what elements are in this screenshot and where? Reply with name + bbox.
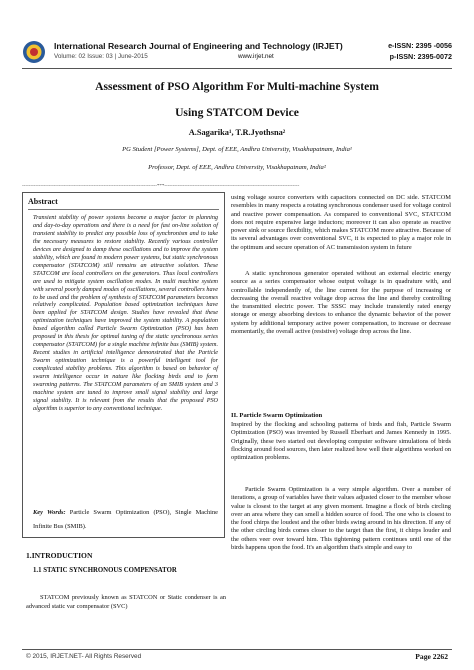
abstract-heading: Abstract (28, 197, 58, 206)
footer-copyright: © 2015, IRJET.NET- All Rights Reserved (26, 653, 142, 660)
authors: A.Sagarika¹, T.R.Jyothsna² (188, 128, 286, 137)
intro-paragraph: STATCOM previously known as STATCON or Static condenser is an advanced static var compensator (SVC) (26, 594, 226, 610)
journal-header (22, 40, 452, 66)
keywords-text: Particle Swarm Optimization (PSO), Single Machine Infinite Bus (SMIB). (33, 509, 218, 530)
keywords (33, 506, 218, 534)
right-paragraph-4: Particle Swarm Optimization is a very simple algorithm. Over a number of iterations, a group of variables have their values adjusted closer to the member whose value is closest to the target at any given moment. Imagine a flock of birds circling over an area where they can smell a hidden source of food. The one who is closest to the food chirps the loudest and the other birds swing around in his direction. If any of the other circling birds comes closer to the target than the first, it chirps louder and the others veer over toward him. This tightening pattern continues until one of the birds happens upon the food. It's an algorithm that's simple and easy to (231, 486, 451, 552)
volume-issue: Volume: 02 Issue: 03 | June-2015 (54, 53, 148, 60)
affiliation-1: PG Student [Power Systems], Dept. of EEE, Andhra University, Visakhapatnam, India¹ (122, 146, 352, 153)
header-rule (22, 68, 452, 69)
right-paragraph-3: Inspired by the flocking and schooling patterns of birds and fish, Particle Swarm Optimization (PSO) was invented by Russell Eberhart and James Kennedy in 1995. Originally, these two started out developing computer software simulations of birds flocking around food sources, then later realized how well their algorithms worked on optimization problems. (231, 421, 451, 462)
journal-website[interactable]: www.irjet.net (238, 53, 274, 60)
page-number: Page 2262 (415, 652, 448, 661)
abstract-text: Transient stability of power systems become a major factor in planning and day-to-day operations and there is a need for fast on-line solution of transient stability to predict any possible loss of synchronism and to take the necessary measures to restore stability. Recently various controller devices are designed to damp these oscillations and to improve the system stability, which are found in modern power systems, but static synchronous compensator (STATCOM) still remains an attractive solution. These STATCOM are local controllers on the generators. Thus local controllers are used to mitigate system oscillation modes. In multi machine system with several poorly damped modes of oscillations, several controllers have to be used and the problem of synthesis of STATCOM parameters becomes relatively complicated. Population based optimization techniques have been applied for STATCOM design. Studies have revealed that these optimization techniques have improved the system stability. A population based algorithm called Particle Swarm Optimization (PSO) has been proposed in this thesis for optimal tuning of the static synchronous series compensator (STATCOM) for a single machine infinite bus (SMIB) system. Recent studies in artificial intelligence demonstrated that the Particle Swarm optimization technique is a powerful intelligent tool for complicated stability problems. This algorithm is based on behavior of swarm intelligence occur in nature like flocking birds and to form swarming patterns. The STATCOM parameters of an SMIB system and 3 machine system are tuned to improve small signal stability and large signal stability. It is relevant from the results that the proposed PSO algorithm is superior to any conventional technique. (33, 215, 218, 412)
p-issn: p-ISSN: 2395-0072 (389, 52, 452, 61)
paper-title-line2: Using STATCOM Device (175, 106, 299, 119)
right-paragraph-1: using voltage source converters with capacitors connected on DC side. STATCOM resembles in many respects a rotating synchronous condenser used for voltage control and reactive power compensation. As compared to conventional SVC, STATCOM does not require expensive large inductors; moreover it can also operate as reactive power sink or source flexibility, which makes STATCOM more attractive. Because of its several advantages over conventional SVC, it is expected to play a major role in the optimum and secure operation of AC transmission system in future (231, 194, 451, 251)
affiliation-2: Professor, Dept. of EEE, Andhra University, Visakhapatnam, India² (148, 164, 326, 171)
section-pso-heading: II. Particle Swarm Optimization (231, 412, 323, 419)
keywords-label: Key Words: (33, 509, 66, 516)
subsection-statcom-heading: 1.1 STATIC SYNCHRONOUS COMPENSATOR (33, 567, 177, 574)
abstract-box (22, 192, 225, 538)
irjet-logo-icon (22, 40, 46, 64)
e-issn: e-ISSN: 2395 -0056 (388, 41, 452, 50)
paper-title-line1: Assessment of PSO Algorithm For Multi-machine System (95, 80, 379, 93)
right-paragraph-2: A static synchronous generator operated without an external electric energy source as a series compensator whose output voltage is in quadrature with, and controllable independently of, the line current for the purpose of increasing or decreasing the overall reactive voltage drop across the line and thereby controlling the transmitted electric power. The SSSC may include transiently rated energy storage or energy absorbing devices to enhance the dynamic behavior of the power system by additional temporary active power compensation, to increase or decrease momentarily, the overall active (resistive) voltage drop across the line. (231, 270, 451, 336)
journal-name: International Research Journal of Engineering and Technology (IRJET) (54, 41, 343, 51)
section-introduction-heading: 1.INTRODUCTION (26, 551, 93, 560)
abstract-rule (28, 209, 219, 210)
footer-rule (22, 649, 452, 650)
section-separator: ---------------------------------------------------------------------------------***--------------------------------------------------------------------------------- (22, 184, 300, 189)
